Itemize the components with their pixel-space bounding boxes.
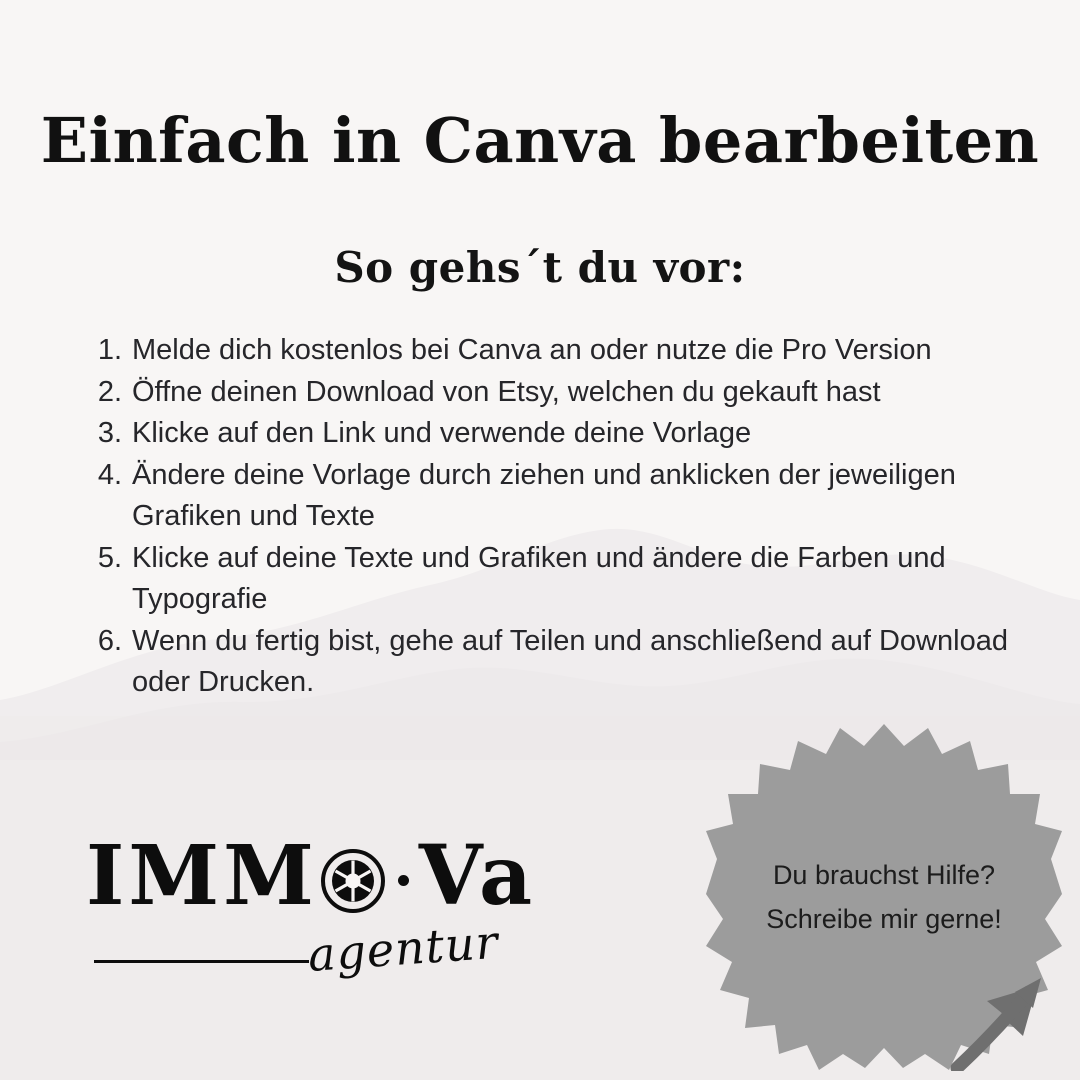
help-badge-line-2: Schreibe mir gerne! [766, 904, 1002, 934]
list-item-label: Öffne deinen Download von Etsy, welchen du gekauft hast [132, 375, 881, 408]
list-item [88, 621, 1018, 704]
list-item [88, 413, 1018, 455]
list-item-label: Klicke auf deine Texte und Grafiken und ändere die Farben und Typografie [132, 541, 946, 615]
list-item-number: 5. [97, 541, 122, 574]
logo-separator-dot [398, 875, 409, 886]
list-item-number: 6. [97, 624, 122, 657]
logo-text-part-one: IMM [86, 828, 318, 924]
help-badge-line-1: Du brauchst Hilfe? [772, 860, 996, 890]
help-badge[interactable] [700, 718, 1068, 1070]
list-item [88, 455, 1018, 538]
logo-script-label: agentur [306, 914, 501, 982]
list-item-label: Wenn du fertig bist, gehe auf Teilen und anschließend auf Download oder Drucken. [132, 624, 1008, 698]
logo-wordmark [86, 830, 556, 922]
list-item-label: Melde dich kostenlos bei Canva an oder nutze die Pro Version [132, 334, 932, 366]
list-item [88, 330, 1018, 372]
page-subtitle: So gehs´t du vor: [334, 243, 746, 292]
logo-text-part-two: V [418, 828, 480, 924]
list-item [88, 372, 1018, 414]
list-item-label: Ändere deine Vorlage durch ziehen und anklicken der jeweiligen Grafiken und Texte [132, 458, 956, 532]
list-item-number: 2. [97, 375, 122, 408]
help-badge-text [700, 853, 1068, 941]
logo-sub [86, 914, 556, 998]
logo-text-part-three: a [479, 828, 537, 924]
aperture-icon [320, 848, 386, 914]
steps-list [88, 330, 1018, 704]
page-title: Einfach in Canva bearbeiten [40, 104, 1040, 177]
brand-logo [86, 830, 556, 1010]
logo-divider [94, 960, 309, 963]
list-item [88, 538, 1018, 621]
list-item-number: 3. [97, 417, 122, 449]
list-item-label: Klicke auf den Link und verwende deine Vorlage [132, 417, 752, 449]
list-item-number: 4. [97, 458, 122, 491]
list-item-number: 1. [97, 334, 122, 366]
arrow-up-icon [945, 956, 1065, 1071]
